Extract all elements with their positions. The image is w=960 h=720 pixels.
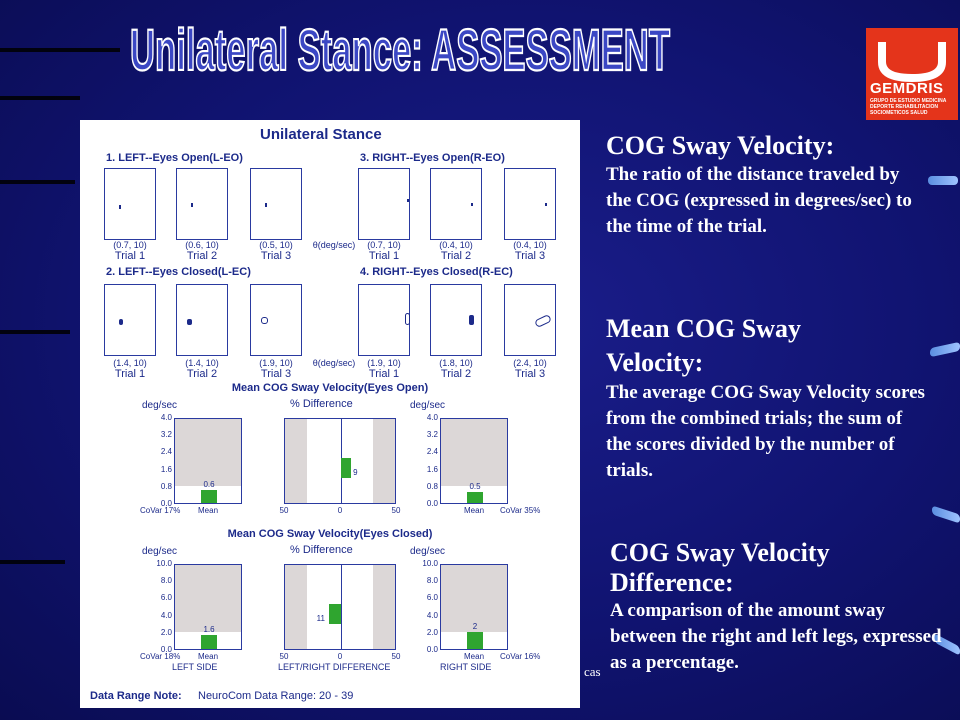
background-stripe bbox=[0, 330, 70, 334]
side-label: LEFT/RIGHT DIFFERENCE bbox=[278, 662, 391, 672]
difference-bar bbox=[341, 458, 351, 478]
y-tick-label: 4.0 bbox=[426, 610, 438, 620]
y-tick-label: 8.0 bbox=[426, 576, 438, 586]
difference-body: A comparison of the amount sway between the right and left legs, expressed as a percentage. bbox=[610, 600, 942, 673]
bar-value-label: 2 bbox=[472, 621, 478, 631]
y-tick-label: 3.2 bbox=[160, 430, 172, 440]
covar-label: CoVar 35% bbox=[500, 506, 541, 515]
difference-value-label: 9 bbox=[353, 467, 358, 477]
mean-body: The average COG Sway Velocity scores from the combined trials; the sum of the scores divided by the number of trials. bbox=[606, 382, 925, 481]
data-range-label: Data Range Note: bbox=[90, 690, 182, 702]
trial-name: Trial 1 bbox=[114, 368, 146, 380]
background-stripe bbox=[0, 560, 65, 564]
difference-bar bbox=[329, 604, 341, 624]
chart-title: Mean COG Sway Velocity(Eyes Open) bbox=[231, 382, 429, 394]
trial-value: (1.8, 10) bbox=[439, 358, 473, 368]
trial-plot bbox=[104, 284, 156, 356]
bar-value-label: 0.5 bbox=[469, 482, 481, 492]
bar-value-label: 0.6 bbox=[203, 480, 215, 490]
chart-shaded-area bbox=[175, 565, 241, 635]
difference-heading: COG Sway Velocity Difference: bbox=[610, 538, 830, 597]
unit-note: θ(deg/sec) bbox=[312, 358, 356, 368]
trial-name: Trial 2 bbox=[440, 368, 472, 380]
velocity-block bbox=[606, 130, 926, 240]
covar-label: CoVar 17% bbox=[140, 506, 181, 515]
mean-block bbox=[606, 312, 926, 484]
trial-value: (2.4, 10) bbox=[513, 358, 547, 368]
trial-value: (0.6, 10) bbox=[185, 240, 219, 250]
background-stripe bbox=[0, 180, 75, 184]
trial-plot bbox=[250, 284, 302, 356]
difference-chart bbox=[284, 564, 396, 650]
y-tick-label: 4.0 bbox=[160, 610, 172, 620]
side-label: RIGHT SIDE bbox=[440, 662, 492, 672]
group-label-left-ec: 2. LEFT--Eyes Closed(L-EC) bbox=[106, 266, 251, 278]
x-category-label: Mean bbox=[464, 506, 485, 515]
y-tick-label: 10.0 bbox=[156, 559, 172, 568]
trial-value: (1.4, 10) bbox=[113, 358, 147, 368]
trial-value: (1.9, 10) bbox=[259, 358, 293, 368]
logo-mark-icon bbox=[866, 28, 958, 88]
y-tick-label: 0.8 bbox=[160, 481, 172, 491]
report-heading: Unilateral Stance bbox=[260, 126, 382, 143]
x-category-label: Mean bbox=[198, 506, 219, 515]
y-tick-label: 2.0 bbox=[426, 627, 438, 637]
y-tick-label: 0.0 bbox=[160, 499, 172, 508]
y-tick-label: 0.0 bbox=[426, 499, 438, 508]
trial-plot bbox=[104, 168, 156, 240]
trial-name: Trial 3 bbox=[514, 368, 546, 380]
group-label-left-eo: 1. LEFT--Eyes Open(L-EO) bbox=[106, 152, 243, 164]
difference-axis-label: 50 bbox=[279, 506, 289, 515]
trial-plot bbox=[358, 284, 410, 356]
bar-chart-panel bbox=[440, 418, 508, 504]
bar-value-label: 1.6 bbox=[203, 625, 215, 635]
trial-name: Trial 1 bbox=[368, 368, 400, 380]
group-label-right-ec: 4. RIGHT--Eyes Closed(R-EC) bbox=[360, 266, 513, 278]
velocity-heading: COG Sway Velocity: bbox=[606, 131, 835, 160]
trial-value: (1.9, 10) bbox=[367, 358, 401, 368]
y-tick-label: 4.0 bbox=[160, 413, 172, 422]
y-axis-label: deg/sec bbox=[410, 546, 446, 557]
trial-value: (0.7, 10) bbox=[113, 240, 147, 250]
trial-name: Trial 1 bbox=[368, 250, 400, 262]
background-stripe bbox=[928, 176, 958, 185]
chart-shaded-area bbox=[441, 419, 507, 486]
y-tick-label: 0.8 bbox=[426, 481, 438, 491]
difference-axis-label: 50 bbox=[391, 506, 401, 515]
mean-bar bbox=[201, 635, 217, 649]
slide-title-text: Unilateral Stance: ASSESSMENT bbox=[130, 18, 670, 83]
difference-value-label: 11 bbox=[316, 613, 325, 623]
y-tick-label: 3.2 bbox=[426, 430, 438, 440]
difference-gray-right bbox=[373, 419, 395, 503]
y-tick-label: 2.4 bbox=[426, 447, 438, 457]
trial-value: (0.4, 10) bbox=[439, 240, 473, 250]
velocity-body: The ratio of the distance traveled by the COG (expressed in degrees/sec) to the time of the trial. bbox=[606, 164, 912, 237]
y-axis-label: deg/sec bbox=[142, 400, 178, 411]
unit-note: θ(deg/sec) bbox=[312, 240, 356, 250]
trial-plot bbox=[504, 284, 556, 356]
difference-title: % Difference bbox=[290, 398, 353, 410]
data-range-value: NeuroCom Data Range: 20 - 39 bbox=[198, 690, 354, 702]
mean-bar bbox=[201, 490, 217, 503]
trial-plot bbox=[176, 168, 228, 240]
footer-text: cas bbox=[584, 664, 601, 679]
y-axis-label: deg/sec bbox=[410, 400, 446, 411]
y-tick-label: 0.0 bbox=[160, 645, 172, 654]
mean-bar bbox=[467, 492, 483, 503]
trial-value: (0.5, 10) bbox=[259, 240, 293, 250]
trial-name: Trial 1 bbox=[114, 250, 146, 262]
difference-gray-left bbox=[285, 565, 307, 649]
trial-plot bbox=[358, 168, 410, 240]
report-panel bbox=[80, 120, 580, 708]
x-category-label: Mean bbox=[464, 652, 485, 661]
background-stripe bbox=[0, 96, 80, 100]
group-label-right-eo: 3. RIGHT--Eyes Open(R-EO) bbox=[360, 152, 505, 164]
difference-axis-label: 0 bbox=[337, 506, 343, 515]
y-tick-label: 1.6 bbox=[426, 464, 438, 474]
trial-plot bbox=[430, 284, 482, 356]
trial-name: Trial 3 bbox=[260, 250, 292, 262]
y-tick-label: 6.0 bbox=[160, 593, 172, 603]
background-stripe bbox=[930, 342, 960, 357]
y-tick-label: 0.0 bbox=[426, 645, 438, 654]
trial-plot bbox=[504, 168, 556, 240]
trial-name: Trial 2 bbox=[186, 250, 218, 262]
trial-name: Trial 2 bbox=[186, 368, 218, 380]
bar-chart-panel bbox=[174, 564, 242, 650]
trial-name: Trial 3 bbox=[260, 368, 292, 380]
slide-title bbox=[120, 2, 680, 86]
mean-heading: Mean COG Sway Velocity: bbox=[606, 314, 801, 377]
chart-shaded-area bbox=[175, 419, 241, 486]
difference-axis-label: 50 bbox=[391, 652, 401, 661]
bar-chart-panel bbox=[440, 564, 508, 650]
zero-line bbox=[341, 565, 342, 649]
background-stripe bbox=[0, 48, 120, 52]
chart-title: Mean COG Sway Velocity(Eyes Closed) bbox=[227, 528, 433, 540]
covar-label: CoVar 18% bbox=[140, 652, 181, 661]
trial-name: Trial 2 bbox=[440, 250, 472, 262]
bar-chart-panel bbox=[174, 418, 242, 504]
trial-plot bbox=[430, 168, 482, 240]
side-label: LEFT SIDE bbox=[172, 662, 218, 672]
trial-plot bbox=[250, 168, 302, 240]
difference-block bbox=[610, 538, 954, 676]
difference-gray-left bbox=[285, 419, 307, 503]
y-tick-label: 6.0 bbox=[426, 593, 438, 603]
covar-label: CoVar 16% bbox=[500, 652, 541, 661]
background-stripe bbox=[932, 505, 960, 523]
y-tick-label: 8.0 bbox=[160, 576, 172, 586]
mean-bar bbox=[467, 632, 483, 649]
difference-axis-label: 50 bbox=[279, 652, 289, 661]
difference-axis-label: 0 bbox=[337, 652, 343, 661]
trial-name: Trial 3 bbox=[514, 250, 546, 262]
trial-value: (0.4, 10) bbox=[513, 240, 547, 250]
difference-title: % Difference bbox=[290, 544, 353, 556]
difference-chart bbox=[284, 418, 396, 504]
logo-subtitle: GRUPO DE ESTUDIO MEDICINA DEPORTE REHABILITACION SOCIOMETICOS SALUD bbox=[870, 98, 947, 116]
x-category-label: Mean bbox=[198, 652, 219, 661]
y-tick-label: 2.4 bbox=[160, 447, 172, 457]
difference-gray-right bbox=[373, 565, 395, 649]
gemdris-logo bbox=[866, 28, 958, 120]
y-tick-label: 2.0 bbox=[160, 627, 172, 637]
y-tick-label: 4.0 bbox=[426, 413, 438, 422]
trial-plot bbox=[176, 284, 228, 356]
trial-value: (0.7, 10) bbox=[367, 240, 401, 250]
y-tick-label: 1.6 bbox=[160, 464, 172, 474]
y-tick-label: 10.0 bbox=[422, 559, 438, 568]
trial-value: (1.4, 10) bbox=[185, 358, 219, 368]
logo-name: GEMDRIS bbox=[870, 80, 944, 97]
y-axis-label: deg/sec bbox=[142, 546, 178, 557]
